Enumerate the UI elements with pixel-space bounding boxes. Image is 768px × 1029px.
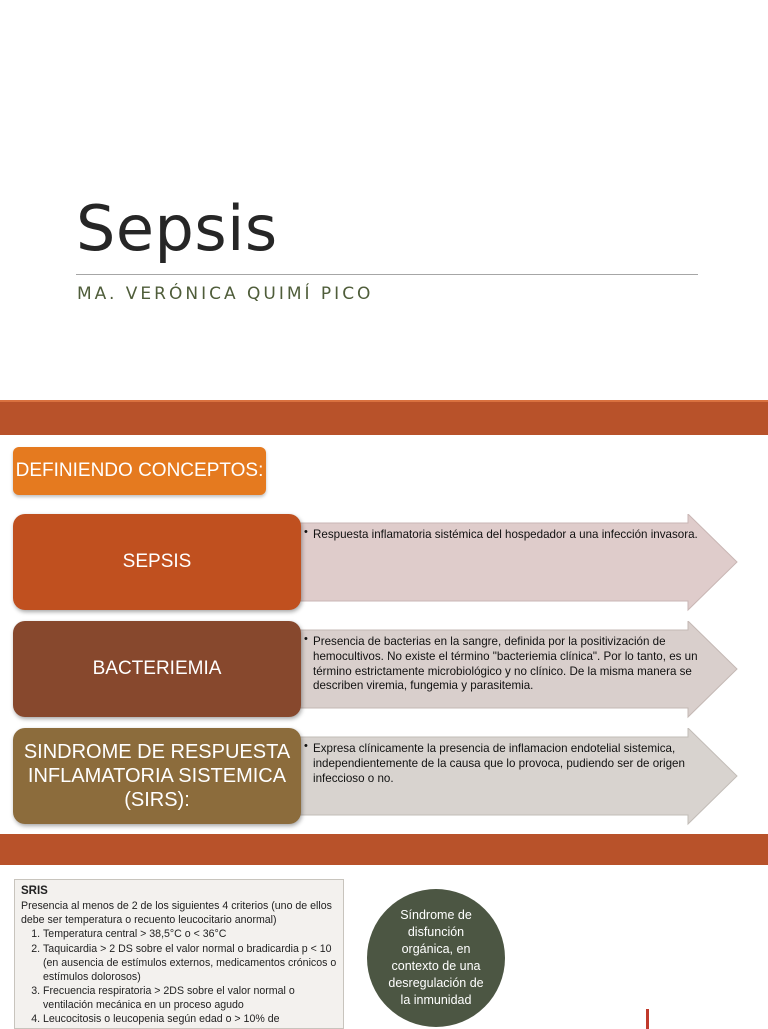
concepts-header bbox=[13, 447, 266, 495]
concept-description-text: Respuesta inflamatoria sistémica del hospedador a una infección invasora. bbox=[313, 528, 698, 541]
concept-row-bacteriemia bbox=[0, 621, 768, 721]
slide-separator-band bbox=[0, 834, 768, 865]
concepts-header-label: DEFINIENDO CONCEPTOS: bbox=[15, 460, 264, 481]
concepts-slide bbox=[0, 435, 768, 834]
concept-description-text: Presencia de bacterias en la sangre, definida por la positivización de hemocultivos. No existe el término "bacteriemia clínica". Por lo tanto, es un término estrictamente microbiológico y no clínico. De la misma manera se describen viremia, fungemia y parasitemia. bbox=[313, 635, 698, 693]
concept-description bbox=[304, 742, 706, 786]
concept-label-box bbox=[13, 514, 301, 610]
sris-title: SRIS bbox=[21, 885, 48, 897]
concept-label-box bbox=[13, 728, 301, 824]
sris-criteria-list bbox=[21, 927, 337, 1026]
sris-criteria-box bbox=[14, 879, 344, 1029]
definition-circle-text: Síndrome de disfunción orgánica, en contexto de una desregulación de la inmunidad bbox=[388, 908, 484, 1007]
bullet-icon: • bbox=[304, 526, 308, 538]
bullet-icon: • bbox=[304, 633, 308, 645]
title-slide bbox=[0, 0, 768, 400]
list-item: 3. Frecuencia respiratoria > 2DS sobre el valor normal o ventilación mecánica en un proceso agudo bbox=[43, 984, 337, 1012]
slide-separator-band bbox=[0, 400, 768, 435]
concept-label: SINDROME DE RESPUESTA INFLAMATORIA SISTEMICA (SIRS): bbox=[23, 741, 291, 811]
concept-description bbox=[304, 635, 706, 694]
list-item: 4. Leucocitosis o leucopenia según edad o > 10% de bbox=[43, 1012, 337, 1026]
list-item: 1. Temperatura central > 38,5°C o < 36°C bbox=[43, 927, 337, 941]
concept-label: BACTERIEMIA bbox=[92, 657, 222, 679]
concept-row-sirs bbox=[0, 728, 768, 828]
slide-subtitle: MA. VERÓNICA QUIMÍ PICO bbox=[77, 284, 374, 304]
concept-label: SEPSIS bbox=[122, 550, 192, 572]
title-divider bbox=[76, 274, 698, 275]
thermometer-icon bbox=[646, 1009, 649, 1029]
slide-title: Sepsis bbox=[76, 192, 278, 265]
bullet-icon: • bbox=[304, 740, 308, 752]
sris-slide bbox=[0, 865, 768, 1024]
concept-description-text: Expresa clínicamente la presencia de inflamacion endotelial sistemica, independientemente de la causa que lo provoca, pudiendo ser de origen infeccioso o no. bbox=[313, 742, 685, 785]
definition-circle bbox=[367, 889, 505, 1027]
concept-row-sepsis bbox=[0, 514, 768, 614]
list-item: 2. Taquicardia > 2 DS sobre el valor normal o bradicardia p < 10 (en ausencia de estímulos externos, medicamentos crónicos o estímulos dolorosos) bbox=[43, 942, 337, 984]
concept-description bbox=[304, 528, 706, 543]
concept-label-box bbox=[13, 621, 301, 717]
sris-intro: Presencia al menos de 2 de los siguientes 4 criterios (uno de ellos debe ser temperatura o recuento leucocitario anormal) bbox=[21, 900, 332, 927]
